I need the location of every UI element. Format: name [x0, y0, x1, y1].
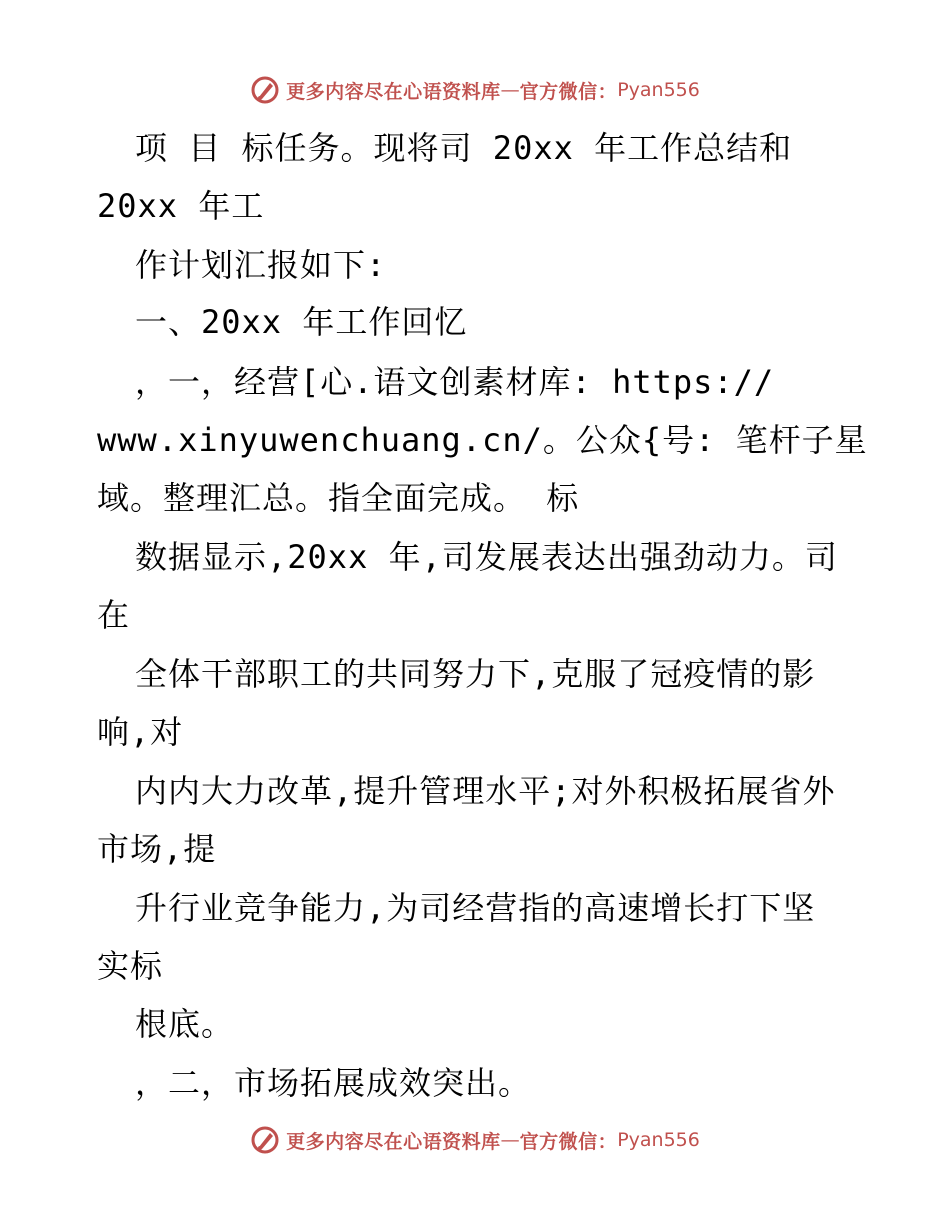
banner-separator: —: [500, 1129, 520, 1151]
body-line: 一、20xx 年工作回忆: [135, 303, 468, 341]
body-line: 响,对: [97, 713, 184, 751]
body-line: ，二，市场拓展成效突出。: [135, 1064, 532, 1102]
banner-label: 官方微信：: [519, 80, 618, 103]
body-line: 项 目 标任务。现将司 20xx 年工作总结和: [135, 129, 793, 167]
body-line: 实标: [97, 947, 164, 985]
pen-logo-icon: [250, 1125, 280, 1155]
body-line: 20xx 年工: [97, 187, 265, 225]
body-line: www.xinyuwenchuang.cn/。公众{号: 笔杆子星: [97, 421, 868, 459]
body-line: 数据显示,20xx 年,司发展表达出强劲动力。司: [135, 538, 838, 576]
footer-banner: [0, 1120, 950, 1160]
body-line: 作计划汇报如下:: [135, 246, 387, 284]
banner-text: 更多内容尽在心语资料库: [286, 1130, 501, 1153]
body-line: 域。整理汇总。指全面完成。 标: [97, 479, 580, 517]
banner-id: Pyan556: [617, 79, 700, 101]
banner-id: Pyan556: [617, 1129, 700, 1151]
banner-text: 更多内容尽在心语资料库: [286, 80, 501, 103]
banner-label: 官方微信：: [519, 1130, 618, 1153]
body-line: ，一，经营[心.语文创素材库: https://: [135, 363, 775, 401]
body-line: 根底。: [135, 1005, 235, 1043]
body-line: 全体干部职工的共同努力下,克服了冠疫情的影: [135, 655, 816, 693]
body-line: 内内大力改革,提升管理水平;对外积极拓展省外: [135, 772, 836, 810]
body-line: 市场,提: [97, 830, 217, 868]
body-line: 升行业竞争能力,为司经营指的高速增长打下坚: [135, 889, 816, 927]
banner-separator: —: [500, 79, 520, 101]
body-line: 在: [97, 596, 131, 634]
